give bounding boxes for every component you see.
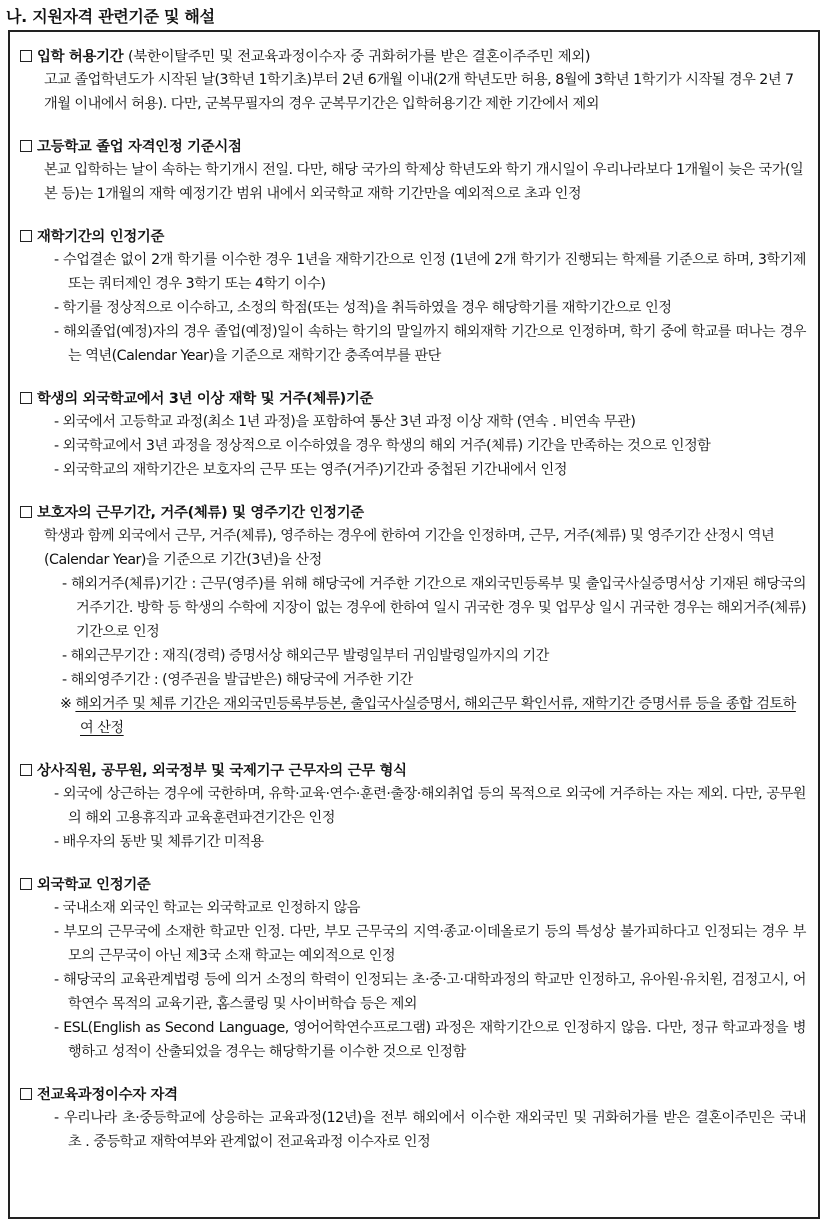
section-body: 고교 졸업학년도가 시작된 날(3학년 1학기초)부터 2년 6개월 이내(2개 학년도만 허용, 8월에 3학년 1학기가 시작될 경우 2년 7개월 이내에서 허용). 다만, 군복무필자의 경우 군복무기간은 입학허용기간 제한 기간에서 제외: [44, 72, 794, 112]
page-title: 나. 지원자격 관련기준 및 해설: [6, 7, 215, 26]
list-item: - 외국에 상근하는 경우에 국한하며, 유학·교육·연수·훈련·출장·해외취업 등의 목적으로 외국에 거주하는 자는 제외. 다만, 공무원의 해외 고용휴직과 교육훈련파견기간은 인정: [54, 786, 806, 826]
list-item: - 해외영주기간 : (영주권을 발급받은) 해당국에 거주한 기간: [62, 672, 413, 688]
section-student-residence: [20, 388, 806, 482]
list-item: - 부모의 근무국에 소재한 학교만 인정. 다만, 부모 근무국의 지역·종교·이데올로기 등의 특성상 불가피하다고 인정되는 경우 부모의 근무국이 아닌 제3국 소재 학교는 예외적으로 인정: [54, 924, 806, 964]
section-title: [20, 46, 806, 68]
section-title-text: 학생의 외국학교에서 3년 이상 재학 및 거주(체류)기준: [37, 391, 374, 407]
checkbox-icon: [20, 140, 32, 152]
list-item: - 학기를 정상적으로 이수하고, 소정의 학점(또는 성적)을 취득하였을 경우 해당학기를 재학기간으로 인정: [54, 300, 672, 316]
checkbox-icon: [20, 764, 32, 776]
list-item: - 해당국의 교육관계법령 등에 의거 소정의 학력이 인정되는 초·중·고·대학과정의 학교만 인정하고, 유아원·유치원, 검정고시, 어학연수 목적의 교육기관, 홈스쿨링 및 사이버학습 등은 제외: [54, 972, 806, 1012]
list-item: - 배우자의 동반 및 체류기간 미적용: [54, 834, 264, 850]
section-title: [20, 388, 806, 410]
section-title: [20, 502, 806, 524]
list-item: - 우리나라 초·중등학교에 상응하는 교육과정(12년)을 전부 해외에서 이수한 재외국민 및 귀화허가를 받은 결혼이주민은 국내 초 . 중등학교 재학여부와 관계없이 전교육과정 이수자로 인정: [54, 1110, 806, 1150]
section-body: 본교 입학하는 날이 속하는 학기개시 전일. 다만, 해당 국가의 학제상 학년도와 학기 개시일이 우리나라보다 1개월이 늦은 국가(일본 등)는 1개월의 재학 예정기간 범위 내에서 외국학교 재학 기간만을 예외적으로 초과 인정: [44, 162, 804, 202]
section-subtitle: (북한이탈주민 및 전교육과정이수자 중 귀화허가를 받은 결혼이주주민 제외): [128, 49, 591, 65]
section-title-text: 외국학교 인정기준: [37, 877, 151, 893]
section-title-text: 입학 허용기간: [37, 49, 124, 65]
section-title-text: 전교육과정이수자 자격: [37, 1087, 178, 1103]
list-item: - 외국학교에서 3년 과정을 정상적으로 이수하였을 경우 학생의 해외 거주(체류) 기간을 만족하는 것으로 인정함: [54, 438, 711, 454]
section-title: [20, 874, 806, 896]
list-item: - 해외근무기간 : 재직(경력) 증명서상 해외근무 발령일부터 귀임발령일까지의 기간: [62, 648, 549, 664]
checkbox-icon: [20, 506, 32, 518]
list-item: - 외국학교의 재학기간은 보호자의 근무 또는 영주(거주)기간과 중첩된 기간내에서 인정: [54, 462, 567, 478]
list-item: - 수업결손 없이 2개 학기를 이수한 경우 1년을 재학기간으로 인정 (1년에 2개 학기가 진행되는 학제를 기준으로 하며, 3학기제 또는 쿼터제인 경우 3학기 또는 4학기 이수): [54, 252, 806, 292]
section-title-text: 보호자의 근무기간, 거주(체류) 및 영주기간 인정기준: [37, 505, 364, 521]
section-title: [20, 760, 806, 782]
section-admission-period: [20, 46, 806, 116]
checkbox-icon: [20, 230, 32, 242]
section-graduation-baseline: [20, 136, 806, 206]
list-item: - 국내소재 외국인 학교는 외국학교로 인정하지 않음: [54, 900, 360, 916]
section-title: [20, 136, 806, 158]
note-text: 해외거주 및 체류 기간은 재외국민등록부등본, 출입국사실증명서, 해외근무 확인서류, 재학기간 증명서류 등을 종합 검토하여 산정: [75, 696, 796, 736]
checkbox-icon: [20, 392, 32, 404]
checkbox-icon: [20, 50, 32, 62]
list-item: - 해외졸업(예정)자의 경우 졸업(예정)일이 속하는 학기의 말일까지 해외재학 기간으로 인정하며, 학기 중에 학교를 떠나는 경우는 역년(Calendar Year)을 기준으로 재학기간 충족여부를 판단: [54, 324, 806, 364]
section-title: [20, 226, 806, 248]
list-item: - 해외거주(체류)기간 : 근무(영주)를 위해 해당국에 거주한 기간으로 재외국민등록부 및 출입국사실증명서상 기재된 해당국의 거주기간. 방학 등 학생의 수학에 지장이 없는 경우에 한하여 일시 귀국한 경우 및 업무상 일시 귀국한 경우는 해외거주(체류) 기간으로 인정: [62, 576, 806, 640]
checkbox-icon: [20, 1088, 32, 1100]
list-item: - 외국에서 고등학교 과정(최소 1년 과정)을 포함하여 통산 3년 과정 이상 재학 (연속 . 비연속 무관): [54, 414, 636, 430]
criteria-box: [8, 30, 820, 1219]
checkbox-icon: [20, 878, 32, 890]
section-title: [20, 1084, 806, 1106]
section-body: 학생과 함께 외국에서 근무, 거주(체류), 영주하는 경우에 한하여 기간을 인정하며, 근무, 거주(체류) 및 영주기간 산정시 역년(Calendar Year)을 기준으로 기간(3년)을 산정: [44, 528, 775, 568]
note: [20, 692, 806, 740]
section-title-text: 상사직원, 공무원, 외국정부 및 국제기구 근무자의 근무 형식: [37, 763, 407, 779]
note-mark: ※: [60, 696, 72, 712]
list-item: - ESL(English as Second Language, 영어어학연수프로그램) 과정은 재학기간으로 인정하지 않음. 다만, 정규 학교과정을 병행하고 성적이 산출되었을 경우는 해당학기를 이수한 것으로 인정함: [54, 1020, 806, 1060]
section-employment-type: [20, 760, 806, 854]
section-full-curriculum: [20, 1084, 806, 1154]
section-title-text: 고등학교 졸업 자격인정 기준시점: [37, 139, 242, 155]
section-title-text: 재학기간의 인정기준: [37, 229, 165, 245]
section-guardian-period: [20, 502, 806, 740]
section-foreign-school: [20, 874, 806, 1064]
section-enrollment-period: [20, 226, 806, 368]
